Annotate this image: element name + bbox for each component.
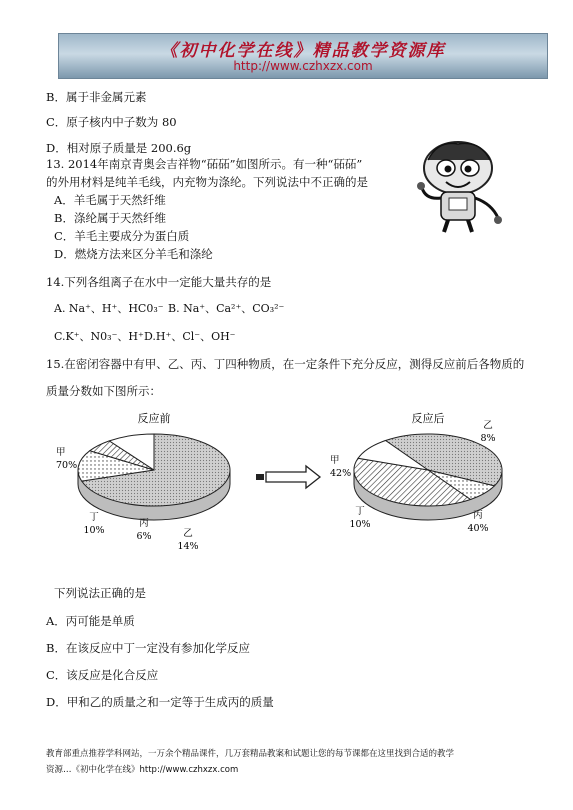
pie-label-丙: 丙 40% [467,510,489,534]
reaction-arrow [256,466,320,488]
banner-url[interactable]: http://www.czhxzx.com [233,59,373,73]
pie-chart-before [78,434,230,520]
q14-option-b: B. Na⁺、Ca²⁺、CO₃²⁻ [168,302,285,315]
pie-chart-after [354,434,502,520]
pie-label-丁: 丁 10% [83,512,105,536]
pie-label-丙: 丙 6% [136,518,152,542]
prev-option-d: D．相对原子质量是 200.6g [46,141,192,155]
q14-option-d: D.H⁺、Cl⁻、OH⁻ [144,330,236,343]
q14-option-c: C.K⁺、N0₃⁻、H⁺ [54,330,144,343]
q15-stem-line1: 15.在密闭容器中有甲、乙、丙、丁四种物质，在一定条件下充分反应，测得反应前后各物质的 [46,357,525,371]
q13-option-b: B．涤纶属于天然纤维 [54,211,166,225]
pie-title-before: 反应前 [137,412,171,425]
q13-stem-line2: 的外用材料是纯羊毛线，内充物为涤纶。下列说法中不正确的是 [46,175,368,189]
footer-line2: 资源…《初中化学在线》http://www.czhxzx.com [46,765,239,775]
q15-stem-line2: 质量分数如下图所示： [46,384,161,398]
q15-option-d: D．甲和乙的质量之和一定等于生成丙的质量 [46,695,274,709]
q13-option-a: A．羊毛属于天然纤维 [54,193,166,207]
q15-option-a: A．丙可能是单质 [46,614,135,628]
pie-charts [58,408,518,550]
pie-label-丁: 丁 10% [349,506,371,530]
q14-stem: 14.下列各组离子在水中一定能大量共存的是 [46,275,272,289]
prev-option-b: B．属于非金属元素 [46,90,147,104]
pie-label-乙: 乙 8% [480,420,496,444]
q13-option-c: C．羊毛主要成分为蛋白质 [54,229,190,243]
header-banner [58,33,548,79]
banner-title: 《初中化学在线》精品教学资源库 [160,41,446,61]
q15-option-b: B．在该反应中丁一定没有参加化学反应 [46,641,250,655]
pie-label-乙: 乙 14% [177,528,199,552]
pie-title-after: 反应后 [411,412,445,425]
pie-label-甲: 甲 42% [330,455,352,479]
q13-option-d: D．燃烧方法来区分羊毛和涤纶 [54,247,213,261]
q13-stem-line1: 13. 2014年南京青奥会吉祥物“砳砳”如图所示。有一种“砳砳” [46,157,363,171]
footer-line1: 教育部重点推荐学科网站，一万余个精品课件，几万套精品教案和试题让您的每节课都在这里找到合适的教学 [46,749,455,759]
q15-prompt: 下列说法正确的是 [54,586,146,600]
q15-option-c: C．该反应是化合反应 [46,668,159,682]
prev-option-c: C．原子核内中子数为 80 [46,115,177,129]
pie-label-甲: 甲 70% [56,447,78,471]
q14-option-a: A. Na⁺、H⁺、HC0₃⁻ [54,302,164,315]
mascot-image [408,138,508,236]
